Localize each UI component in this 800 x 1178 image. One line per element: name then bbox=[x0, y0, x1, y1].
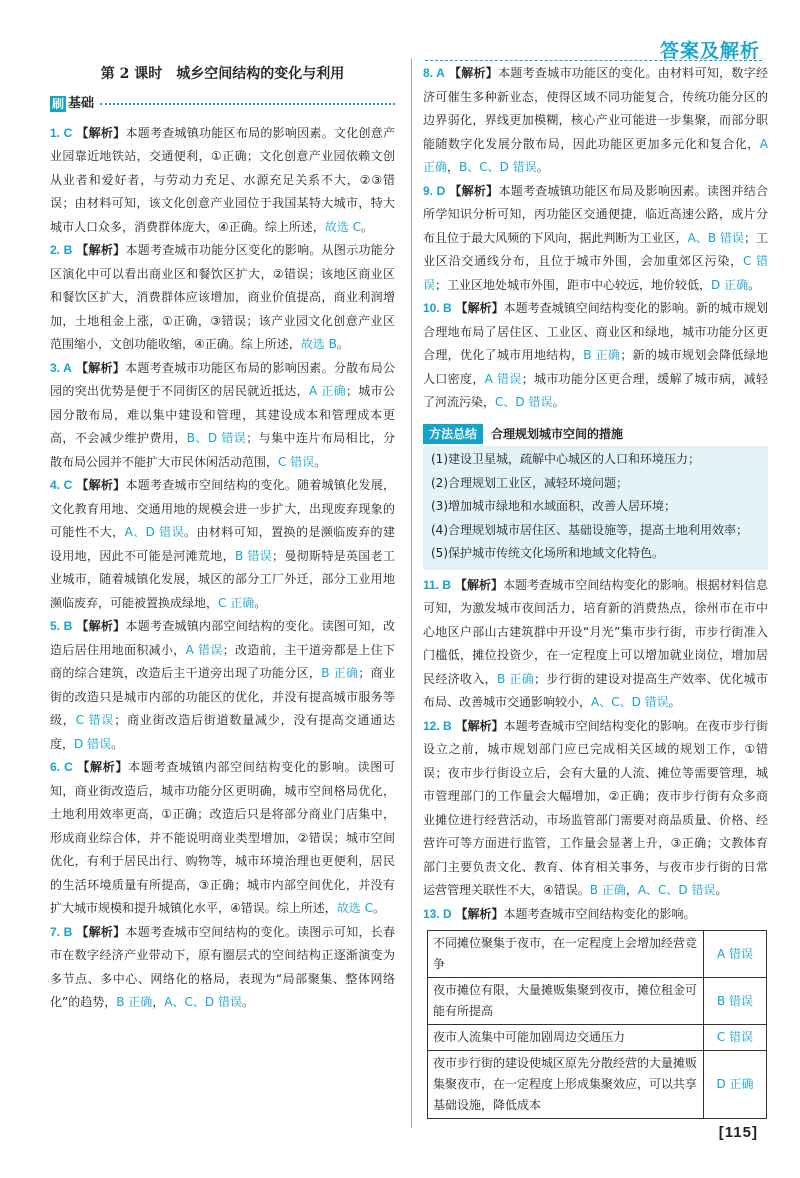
explanation-text: 。 bbox=[360, 219, 373, 234]
explanation-text: ；工业区沿交通线分布，且位于城市外围，会加重郊区污染， bbox=[423, 230, 768, 268]
answer-highlight: B 正确 bbox=[321, 666, 359, 680]
explanation-text: ；城市功能分区更合理，缓解了城市病，减轻了河流污染， bbox=[423, 371, 768, 409]
left-column bbox=[50, 62, 395, 1015]
table-row bbox=[428, 1051, 767, 1119]
left-question-list bbox=[50, 122, 395, 1015]
explanation-text: ， bbox=[625, 883, 638, 897]
question-number: 9. D bbox=[423, 183, 446, 198]
answer-highlight: A 错误 bbox=[484, 371, 522, 386]
analysis-tag: 【解析】 bbox=[455, 301, 504, 315]
question-number: 4. C bbox=[50, 478, 73, 492]
explanation-text: 本题考查城市空间结构变化的影响。根据材料信息可知，为激发城市夜间活力，培育新的消费热点，徐州市在市中心地区户部山古建筑群中开设“月光”集市步行街，市步行街准入门槛低，摊位投资少，在一定程度上可以增加就业岗位，增加居民经济收入， bbox=[423, 577, 768, 686]
section-dotted-rule bbox=[100, 103, 395, 105]
explanation-text: 本题考查城市功能区的变化。由材料可知，数字经济可催生多种新业态，使得区域不同功能复合，传统功能分区的边界弱化，界线更加模糊，核心产业可能进一步集聚，而部分职能随数字化发展分散布局，因此功能区更加多元化和复合化， bbox=[423, 66, 768, 151]
explanation-text: 。 bbox=[336, 337, 349, 351]
explanation-text: 本题考查城镇内部空间结构的变化。读图可知，改造后居住用地面积减小， bbox=[50, 619, 395, 657]
question-item bbox=[50, 615, 395, 756]
table-judgement: B 错误 bbox=[704, 978, 767, 1025]
method-title: 合理规划城市空间的措施 bbox=[491, 426, 624, 441]
explanation-text: 。 bbox=[111, 736, 124, 751]
question-item bbox=[423, 180, 768, 298]
explanation-text: 。 bbox=[314, 454, 327, 469]
column-divider bbox=[411, 58, 412, 1128]
question-number: 6. C bbox=[50, 760, 73, 774]
question-number: 8. A bbox=[423, 66, 445, 80]
answer-highlight: A 正确 bbox=[423, 136, 768, 174]
table-judgement: A 错误 bbox=[704, 931, 767, 978]
explanation-text: ；城市公园分散布局，难以集中建设和管理，其建设成本和管理成本更高，不会减少维护费用， bbox=[50, 384, 395, 445]
answer-highlight: 故选 C bbox=[336, 901, 373, 915]
answer-highlight: C 错误 bbox=[278, 454, 315, 469]
answer-highlight: B 正确 bbox=[496, 671, 535, 686]
explanation-text: 本题考查城市功能分区变化的影响。从图示功能分区演化中可以看出商业区和餐饮区扩大，②错误；该地区商业区和餐饮区扩大，消费群体应该增加，商业价值提高，商业利润增加，土地租金上涨，①正确，③错误；该产业园文化创意产业区范围缩小，文创功能收缩，④正确。综上所述， bbox=[50, 243, 395, 351]
method-item: (4)合理规划城市居住区、基础设施等，提高土地利用效率； bbox=[431, 522, 749, 537]
table-row bbox=[428, 1025, 767, 1051]
analysis-tag: 【解析】 bbox=[77, 760, 129, 774]
table-statement: 夜市人流集中可能加剧周边交通压力 bbox=[428, 1025, 704, 1051]
table-statement: 不同摊位聚集于夜市，在一定程度上会增加经营竞争 bbox=[428, 931, 704, 978]
analysis-tag: 【解析】 bbox=[76, 924, 126, 939]
question-item bbox=[50, 122, 395, 240]
explanation-text: ；商业街改造后街道数量减少，没有提高交通通达度， bbox=[50, 713, 395, 751]
table-statement: 夜市步行街的建设使城区原先分散经营的大量摊贩集聚夜市，在一定程度上形成集聚效应，可以共享基础设施，降低成本 bbox=[428, 1051, 704, 1119]
explanation-text: ；工业区地处城市外围，距市中心较远，地价较低， bbox=[435, 277, 712, 292]
answer-highlight: A、C、D 错误 bbox=[637, 883, 716, 897]
explanation-text: 。 bbox=[668, 695, 681, 709]
explanation-text: 本题考查城市空间结构变化的影响。 bbox=[503, 906, 696, 921]
question-item bbox=[423, 574, 768, 715]
answer-highlight: C 错误 bbox=[423, 254, 768, 292]
method-item: (3)增加城市绿地和水域面积，改善人居环境； bbox=[431, 499, 676, 513]
answer-highlight: D 正确 bbox=[711, 277, 749, 292]
explanation-text: ， bbox=[447, 160, 460, 174]
analysis-tag: 【解析】 bbox=[76, 125, 126, 140]
answer-highlight: B 正确 bbox=[116, 995, 153, 1009]
explanation-text: ；步行街的建设对提高生产效率、优化城市布局、改善城市交通影响较小， bbox=[423, 671, 768, 709]
explanation-text: 本题考查城市空间结构的变化。随着城镇化发展，文化教育用地、交通用地的规模会进一步扩大，出现废弃现象的可能性不大， bbox=[50, 478, 395, 539]
explanation-text: 本题考查城镇内部空间结构变化的影响。读图可知，商业街改造后，城市功能分区更明确，城市空间格局优化，土地利用效率更高，①正确；改造后只是将部分商业门店集中，形成商业综合体，并不能说明商业类型增加，②错误；城市空间优化，有利于居民出行、购物等，城市环境治理也更便利，居民的生活环境质量有所提高，③正确；城市内部空间优化，并没有扩大城市规模和提升城镇化水平，④错误。综上所述， bbox=[50, 760, 395, 915]
question-item bbox=[50, 756, 395, 921]
explanation-text: 本题考查城市功能区布局的影响因素。分散布局公园的突出优势是便于不同街区的居民就近抵达， bbox=[50, 360, 395, 398]
answer-highlight: D 错误 bbox=[74, 736, 112, 751]
answer-highlight: A 正确 bbox=[308, 384, 346, 398]
answer-table bbox=[427, 930, 767, 1119]
question-item bbox=[423, 297, 768, 415]
answer-highlight: B 正确 bbox=[589, 883, 626, 897]
explanation-text: 。 bbox=[254, 595, 267, 610]
right-column bbox=[423, 62, 768, 1119]
explanation-text: 本题考查城镇功能区布局及影响因素。读图并结合所学知识分析可知，丙功能区交通便捷，临近高速公路，成片分布且位于最大风频的下风向，据此判断为工业区， bbox=[423, 183, 768, 245]
explanation-text: 。由材料可知，置换的是濒临废弃的建设用地，因此不可能是河滩荒地， bbox=[50, 525, 395, 563]
explanation-text: 本题考查城镇空间结构变化的影响。新的城市规划合理地布局了居住区、工业区、商业区和绿地，城市功能分区更合理，优化了城市用地结构， bbox=[423, 301, 768, 362]
table-statement: 夜市摊位有限，大量摊贩集聚到夜市，摊位租金可能有所提高 bbox=[428, 978, 704, 1025]
right-question-list-2 bbox=[423, 574, 768, 927]
explanation-text: ；曼彻斯特是英国老工业城市，随着城镇化发展，城区的部分工厂外迁，部分工业用地濒临废弃，可能被置换成绿地， bbox=[50, 548, 395, 610]
answer-highlight: C 正确 bbox=[218, 595, 255, 610]
section-heading bbox=[50, 92, 395, 116]
answer-highlight: B、C、D 错误 bbox=[459, 160, 537, 174]
section-badge: 刷 bbox=[52, 96, 65, 111]
explanation-text: 。 bbox=[241, 995, 254, 1009]
explanation-text: ；与集中连片布局相比，分散布局公园并不能扩大市民休闲活动范围， bbox=[50, 431, 395, 469]
analysis-tag: 【解析】 bbox=[448, 66, 499, 80]
explanation-text: ；商业街的改造只是城市内部的功能区的优化，并没有提高城市服务等级， bbox=[50, 666, 395, 727]
method-item: (5)保护城市传统文化场所和地域文化特色。 bbox=[431, 546, 664, 560]
explanation-text: 。 bbox=[715, 883, 728, 897]
explanation-text: ， bbox=[152, 995, 165, 1009]
analysis-tag: 【解析】 bbox=[454, 577, 504, 592]
section-header: 答案及解析 bbox=[659, 40, 760, 62]
question-number: 10. B bbox=[423, 301, 452, 315]
answer-highlight: A、D 错误 bbox=[124, 525, 185, 539]
analysis-tag: 【解析】 bbox=[76, 478, 126, 492]
answer-highlight: C、D 错误 bbox=[495, 395, 553, 409]
question-number: 7. B bbox=[50, 924, 73, 939]
table-judgement: D 正确 bbox=[704, 1051, 767, 1119]
answer-highlight: 故选 B bbox=[300, 337, 337, 351]
question-item bbox=[423, 715, 768, 903]
explanation-text: 。 bbox=[372, 901, 385, 915]
question-number: 3. A bbox=[50, 360, 72, 375]
analysis-tag: 【解析】 bbox=[455, 906, 504, 921]
right-question-list bbox=[423, 62, 768, 415]
answer-highlight: B 错误 bbox=[234, 548, 272, 563]
question-item bbox=[50, 474, 395, 615]
question-item bbox=[50, 239, 395, 357]
question-item bbox=[50, 357, 395, 475]
analysis-tag: 【解析】 bbox=[449, 183, 499, 198]
question-number: 2. B bbox=[50, 243, 73, 257]
method-item: (1)建设卫星城，疏解中心城区的人口和环境压力； bbox=[431, 452, 700, 466]
explanation-text: 。 bbox=[536, 160, 549, 174]
answer-highlight: A、B 错误 bbox=[687, 230, 744, 245]
answer-highlight: B 正确 bbox=[583, 348, 621, 362]
question-number: 11. B bbox=[423, 577, 452, 592]
method-badge: 方法总结 bbox=[423, 424, 483, 444]
explanation-text: ；新的城市规划会降低绿地人口密度， bbox=[423, 348, 768, 386]
question-number: 5. B bbox=[50, 619, 73, 633]
analysis-tag: 【解析】 bbox=[76, 243, 126, 257]
page-number: [115] bbox=[718, 1124, 758, 1141]
answer-highlight: A 错误 bbox=[185, 642, 223, 657]
answer-highlight: B、D 错误 bbox=[186, 431, 247, 445]
analysis-tag: 【解析】 bbox=[75, 360, 126, 375]
question-item bbox=[423, 62, 768, 180]
analysis-tag: 【解析】 bbox=[455, 718, 504, 733]
table-row bbox=[428, 978, 767, 1025]
explanation-text: 。 bbox=[552, 395, 565, 409]
analysis-tag: 【解析】 bbox=[76, 619, 126, 633]
explanation-text: 。 bbox=[748, 277, 761, 292]
section-label: 基础 bbox=[68, 96, 95, 111]
table-row bbox=[428, 931, 767, 978]
method-item: (2)合理规划工业区，减轻环境问题； bbox=[431, 475, 628, 490]
question-item bbox=[423, 903, 768, 927]
answer-highlight: C 错误 bbox=[75, 713, 115, 727]
table-judgement: C 错误 bbox=[704, 1025, 767, 1051]
header-rule bbox=[425, 60, 762, 61]
question-number: 12. B bbox=[423, 718, 452, 733]
answer-highlight: A、C、D 错误 bbox=[164, 995, 242, 1009]
lesson-title: 第 2 课时 城乡空间结构的变化与利用 bbox=[100, 66, 345, 82]
question-number: 1. C bbox=[50, 125, 73, 140]
explanation-text: 本题考查城市空间结构变化的影响。在夜市步行街设立之前，城市规划部门应已完成相关区域的规划工作，①错误；夜市步行街设立后，会有大量的人流、摊位等需要管理，城市管理部门的工作量会大幅增加，②正确；夜市步行街有众多商业摊位进行经营活动，市场监管部门需要对商品质量、价格、经营许可等方面进行监管，工作量会显著上升，③正确；文教体育部门主要负责文化、教育、体育相关事务，与夜市步行街的日常运营管理关联性不大，④错误。 bbox=[423, 718, 768, 897]
method-items bbox=[423, 446, 768, 570]
method-summary bbox=[423, 423, 768, 570]
explanation-text: 本题考查城镇功能区布局的影响因素。文化创意产业园靠近地铁站，交通便利，①正确；文化创意产业园依赖文创从业者和爱好者，与劳动力充足、水源充足关系不大，②③错误；由材料可知，该文化创意产业园位于我国某特大城市，特大城市人口众多，消费群体庞大，④正确。综上所述， bbox=[50, 125, 395, 234]
question-number: 13. D bbox=[423, 906, 452, 921]
answer-highlight: 故选 C bbox=[324, 219, 361, 234]
explanation-text: ；改造前，主干道旁都是上住下商的综合建筑，改造后主干道旁出现了功能分区， bbox=[50, 642, 395, 680]
explanation-text: 本题考查城市空间结构的变化。读图示可知，长春市在数字经济产业带动下，原有圈层式的空间结构正逐渐演变为多节点、多中心、网络化的格局，表现为“局部聚集、整体网络化”的趋势， bbox=[50, 924, 395, 1009]
answer-highlight: A、C、D 错误 bbox=[591, 695, 669, 709]
question-item bbox=[50, 921, 395, 1015]
